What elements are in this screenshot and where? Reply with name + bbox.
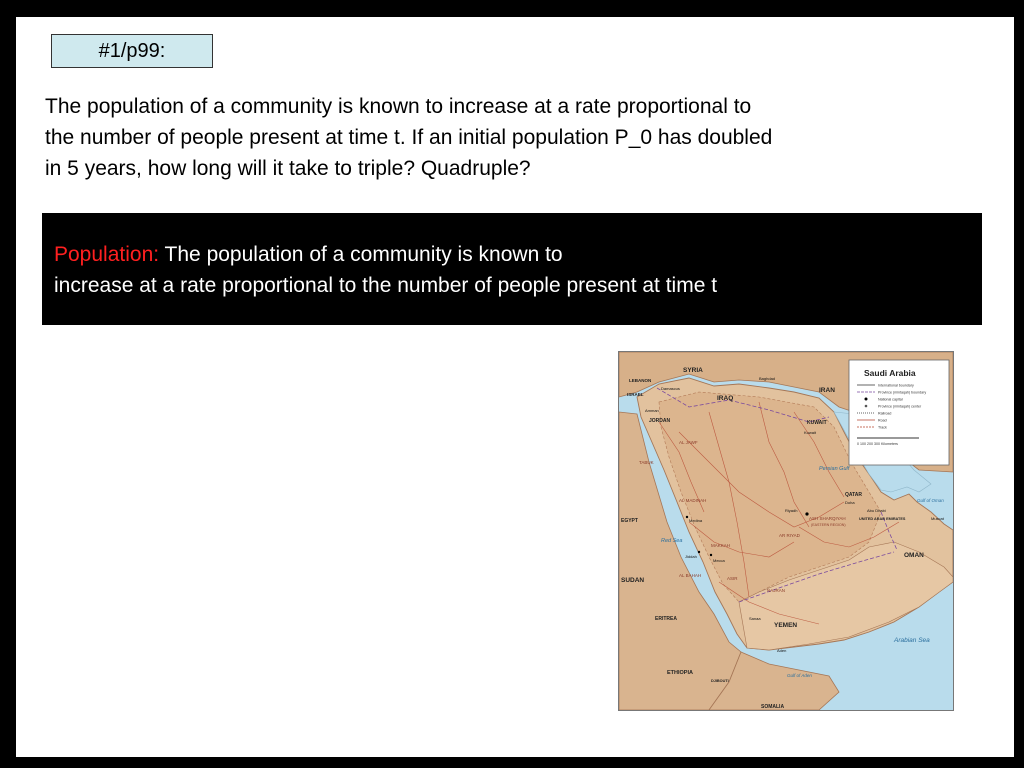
problem-statement <box>45 91 945 184</box>
city-sanaa: Sanaa <box>749 616 761 621</box>
city-dot <box>805 512 808 515</box>
label-red-sea: Red Sea <box>661 538 683 544</box>
label-eritrea: ERITREA <box>655 616 677 622</box>
label-eastern-sub: (EASTERN REGION) <box>811 523 846 527</box>
city-doha: Doha <box>845 500 855 505</box>
problem-tag: #1/p99: <box>51 34 213 68</box>
city-aden: Aden <box>777 648 787 653</box>
label-baha: AL BAHAH <box>679 573 702 578</box>
definition-line-1 <box>54 239 717 270</box>
city-mecca: Mecca <box>713 558 725 563</box>
label-makkah: MAKKAH <box>711 543 731 548</box>
label-najran: NAJRAN <box>767 588 786 593</box>
label-tabuk: TABUK <box>639 460 654 465</box>
legend-item: Province (mintaqah) center <box>878 404 922 409</box>
city-muscat: Muscat <box>931 516 944 521</box>
definition-label: Population: <box>54 243 160 266</box>
legend-item: Road <box>878 418 887 423</box>
label-arabian-sea: Arabian Sea <box>894 637 930 644</box>
label-madinah: AL MADINAH <box>679 498 707 503</box>
label-uae: UNITED ARAB EMIRATES <box>859 517 906 521</box>
legend-item: Railroad <box>878 411 892 416</box>
city-medina: Medina <box>689 518 703 523</box>
label-asir: ASIR <box>727 576 738 581</box>
label-sudan: SUDAN <box>621 577 645 584</box>
label-kuwait: KUWAIT <box>807 420 827 426</box>
label-djibouti: DJIBOUTI <box>711 679 729 683</box>
label-egypt: EGYPT <box>621 518 638 524</box>
label-gulf-of-oman: Gulf of Oman <box>917 498 944 503</box>
city-jiddah: Jiddah <box>685 554 697 559</box>
label-jordan: JORDAN <box>649 418 671 424</box>
city-damascus: Damascus <box>661 386 680 391</box>
map-title: Saudi Arabia <box>864 368 916 378</box>
city-abu-dhabi: Abu Dhabi <box>867 508 886 513</box>
definition-line-2: increase at a rate proportional to the number of people present at time t <box>54 274 718 297</box>
label-persian-gulf: Persian Gulf <box>819 466 850 472</box>
legend-item: Track <box>878 425 887 430</box>
city-riyadh: Riyadh <box>785 508 798 513</box>
definition-line-1-text: The population of a community is known to <box>159 243 563 266</box>
legend-item: International boundary <box>878 383 914 388</box>
label-jawf: AL JAWF <box>679 440 698 445</box>
label-ethiopia: ETHIOPIA <box>667 670 693 676</box>
label-gulf-of-aden: Gulf of Aden <box>787 673 812 678</box>
city-amman: Amman <box>645 408 659 413</box>
label-yemen: YEMEN <box>774 622 798 629</box>
city-baghdad: Baghdad <box>759 376 776 381</box>
slide <box>16 17 1014 757</box>
problem-line: the number of people present at time t. If an initial population P_0 has doubled <box>45 126 773 149</box>
saudi-arabia-map <box>618 351 954 711</box>
problem-line: The population of a community is known to increase at a rate proportional to <box>45 95 752 118</box>
label-riyadh-region: AR RIYAD <box>779 533 800 538</box>
map-graphic <box>619 352 953 710</box>
label-iraq: IRAQ <box>717 395 734 402</box>
label-iran: IRAN <box>819 387 835 394</box>
label-eastern-region: ASH SHARQIYAH <box>809 516 846 521</box>
city-dot <box>698 551 700 553</box>
label-qatar: QATAR <box>845 492 863 498</box>
label-israel: ISRAEL <box>627 392 644 397</box>
scale-note: 0 100 200 300 Kilometers <box>857 442 898 446</box>
definition-banner <box>42 213 982 325</box>
city-dot <box>686 516 688 518</box>
legend-item: National capital <box>878 397 903 402</box>
city-kuwait: Kuwait <box>804 430 817 435</box>
problem-line: in 5 years, how long will it take to triple? Quadruple? <box>45 157 531 180</box>
city-dot <box>710 554 712 556</box>
label-lebanon: LEBANON <box>629 378 652 383</box>
label-syria: SYRIA <box>683 367 703 374</box>
definition-text <box>54 239 717 301</box>
legend-item: Province (mintaqah) boundary <box>878 390 927 395</box>
label-oman: OMAN <box>904 552 924 559</box>
label-somalia: SOMALIA <box>761 704 785 710</box>
